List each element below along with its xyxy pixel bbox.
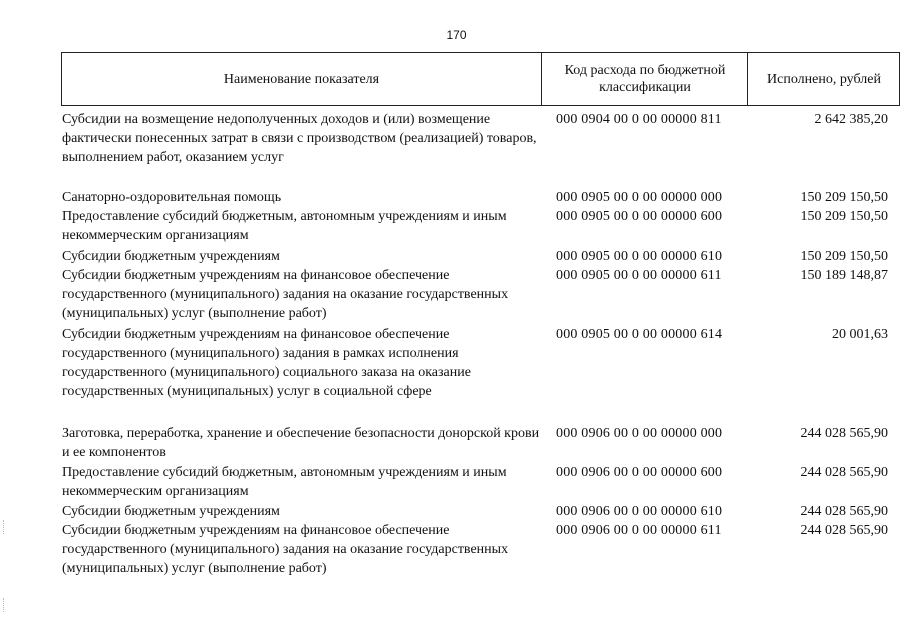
row-amount: 150 189 148,87 [800, 268, 888, 283]
row-code: 000 0905 00 0 00 00000 000 [556, 190, 723, 205]
row-code: 000 0905 00 0 00 00000 610 [556, 249, 723, 264]
row-name: Субсидии бюджетным учреждениям [62, 504, 280, 519]
row-name: Субсидии бюджетным учреждениям на финансовое обеспечение государственного (муниципального) задания на оказание государственных (муниципальных) услуг (выполнение работ) [62, 268, 509, 321]
row-name: Предоставление субсидий бюджетным, автономным учреждениям и иным некоммерческим организациям [62, 465, 507, 499]
header-amount-column: Исполнено, рублей [747, 53, 900, 105]
row-name: Санаторно-оздоровительная помощь [62, 190, 282, 205]
row-code: 000 0905 00 0 00 00000 611 [556, 268, 722, 283]
row-code: 000 0904 00 0 00 00000 811 [556, 112, 722, 127]
row-amount: 244 028 565,90 [800, 523, 888, 538]
row-amount: 2 642 385,20 [814, 112, 888, 127]
header-code-column: Код расхода по бюджетной классификации [541, 53, 748, 105]
row-amount: 244 028 565,90 [800, 426, 888, 441]
scan-edge-mark [3, 598, 10, 612]
row-name: Субсидии бюджетным учреждениям на финансовое обеспечение государственного (муниципального) задания на оказание государственных (муниципальных) услуг (выполнение работ) [62, 523, 509, 576]
row-code: 000 0905 00 0 00 00000 614 [556, 327, 723, 342]
row-name: Предоставление субсидий бюджетным, автономным учреждениям и иным некоммерческим организациям [62, 209, 507, 243]
row-name: Субсидии на возмещение недополученных доходов и (или) возмещение фактически понесенных затрат в связи с производством (реализацией) товаров, выполнением работ, оказанием услуг [62, 112, 537, 165]
row-name: Субсидии бюджетным учреждениям на финансовое обеспечение государственного (муниципального) задания в рамках исполнения государственного (муниципального) социального заказа на оказание государственных (муниципальных) услуг в социальной сфере [62, 327, 471, 399]
row-code: 000 0906 00 0 00 00000 600 [556, 465, 723, 480]
row-amount: 150 209 150,50 [800, 190, 888, 205]
row-name: Заготовка, переработка, хранение и обеспечение безопасности донорской крови и ее компонентов [62, 426, 540, 460]
row-code: 000 0906 00 0 00 00000 611 [556, 523, 722, 538]
row-amount: 20 001,63 [832, 327, 888, 342]
row-amount: 150 209 150,50 [800, 249, 888, 264]
row-amount: 150 209 150,50 [800, 209, 888, 224]
row-amount: 244 028 565,90 [800, 504, 888, 519]
row-name: Субсидии бюджетным учреждениям [62, 249, 280, 264]
row-code: 000 0905 00 0 00 00000 600 [556, 209, 723, 224]
row-code: 000 0906 00 0 00 00000 000 [556, 426, 723, 441]
table-header [61, 52, 900, 106]
row-amount: 244 028 565,90 [800, 465, 888, 480]
scan-edge-mark [3, 520, 10, 534]
row-code: 000 0906 00 0 00 00000 610 [556, 504, 723, 519]
header-name-column: Наименование показателя [223, 71, 380, 87]
page-number: 170 [446, 28, 467, 42]
